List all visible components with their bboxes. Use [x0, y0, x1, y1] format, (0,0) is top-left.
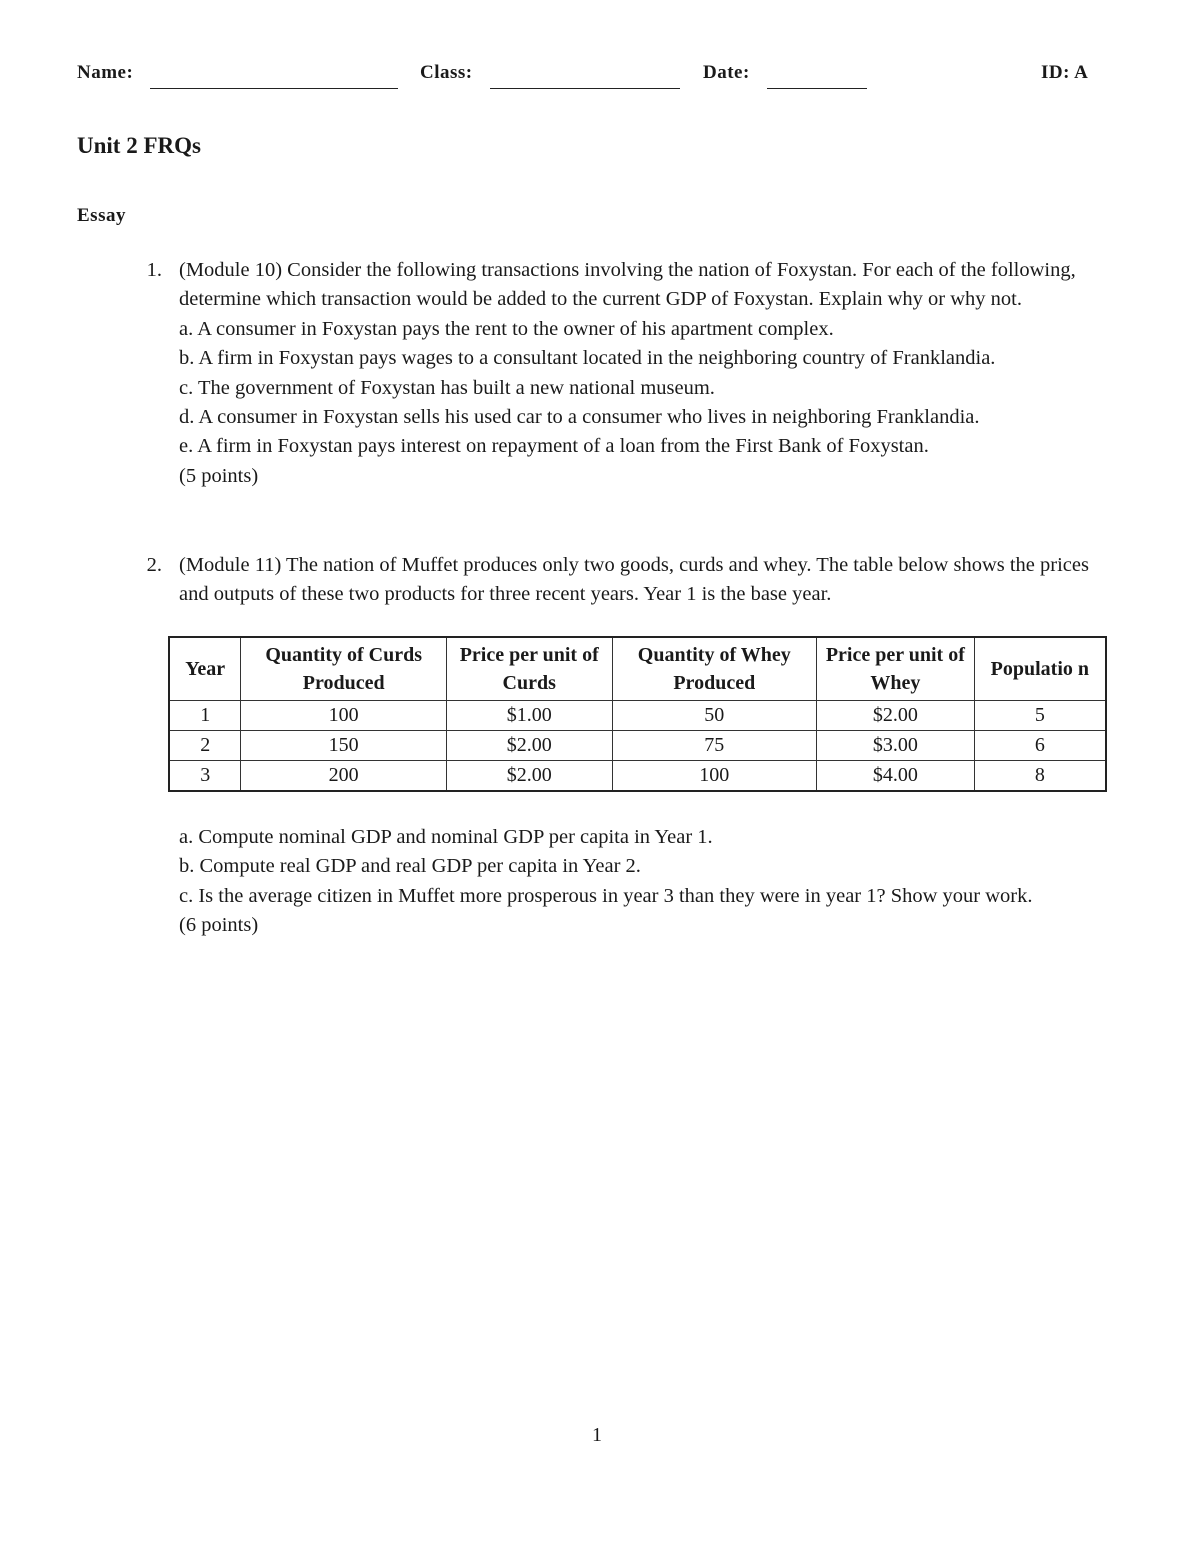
question-part-a: a. A consumer in Foxystan pays the rent to the owner of his apartment complex. [179, 317, 834, 340]
column-header: Year [169, 637, 241, 701]
question-points: (5 points) [179, 464, 259, 487]
table-cell: $4.00 [817, 761, 975, 792]
question-part-c: c. The government of Foxystan has built a new national museum. [179, 376, 715, 399]
question-part-c: c. Is the average citizen in Muffet more prosperous in year 3 than they were in year 1? Show your work. [179, 884, 1033, 907]
name-label: Name: [77, 62, 134, 83]
question-text [179, 256, 1124, 491]
column-header: Quantity of Whey Produced [612, 637, 817, 701]
page-title: Unit 2 FRQs [77, 133, 201, 158]
table-cell: $2.00 [446, 761, 612, 792]
question-number: 2. [146, 554, 162, 576]
column-header: Populatio n [974, 637, 1106, 701]
table-cell: 2 [169, 731, 241, 761]
table-cell: 100 [241, 701, 447, 731]
name-blank-line [150, 88, 398, 89]
table-cell: $2.00 [446, 731, 612, 761]
table-row [169, 701, 1106, 731]
table-cell: $2.00 [817, 701, 975, 731]
column-header: Quantity of Curds Produced [241, 637, 447, 701]
table-cell: 75 [612, 731, 817, 761]
table-cell: $1.00 [446, 701, 612, 731]
question-text [179, 551, 1114, 610]
table-cell: 50 [612, 701, 817, 731]
question-part-e: e. A firm in Foxystan pays interest on repayment of a loan from the First Bank of Foxystan. [179, 435, 929, 458]
date-blank-line [767, 88, 867, 89]
section-heading: Essay [77, 205, 126, 226]
class-label: Class: [420, 62, 473, 83]
table-cell: 5 [974, 701, 1106, 731]
table-header-row [169, 637, 1106, 701]
question-prompt: (Module 10) Consider the following transactions involving the nation of Foxystan. For each of the following, determine which transaction would be added to the current GDP of Foxystan. Explain why or why not. [179, 259, 1076, 311]
table-row [169, 761, 1106, 792]
question-part-a: a. Compute nominal GDP and nominal GDP per capita in Year 1. [179, 826, 713, 848]
question-prompt: (Module 11) The nation of Muffet produces only two goods, curds and whey. The table below shows the prices and outputs of these two products for three recent years. Year 1 is the base year. [179, 554, 1089, 606]
table-cell: 100 [612, 761, 817, 792]
question-part-b: b. A firm in Foxystan pays wages to a consultant located in the neighboring country of Franklandia. [179, 347, 996, 370]
table-cell: 150 [241, 731, 447, 761]
date-label: Date: [703, 62, 750, 83]
question-part-d: d. A consumer in Foxystan sells his used car to a consumer who lives in neighboring Franklandia. [179, 406, 980, 429]
question-parts-text [179, 823, 1114, 941]
table-row [169, 731, 1106, 761]
table-cell: 6 [974, 731, 1106, 761]
table-cell: $3.00 [817, 731, 975, 761]
page-number: 1 [592, 1424, 602, 1446]
column-header: Price per unit of Whey [817, 637, 975, 701]
production-table [168, 636, 1107, 792]
table-cell: 3 [169, 761, 241, 792]
question-number: 1. [146, 259, 162, 281]
id-label: ID: A [1041, 62, 1089, 83]
question-part-b: b. Compute real GDP and real GDP per capita in Year 2. [179, 855, 641, 878]
class-blank-line [490, 88, 680, 89]
table-cell: 8 [974, 761, 1106, 792]
table-cell: 1 [169, 701, 241, 731]
question-points: (6 points) [179, 914, 259, 937]
table-cell: 200 [241, 761, 447, 792]
column-header: Price per unit of Curds [446, 637, 612, 701]
